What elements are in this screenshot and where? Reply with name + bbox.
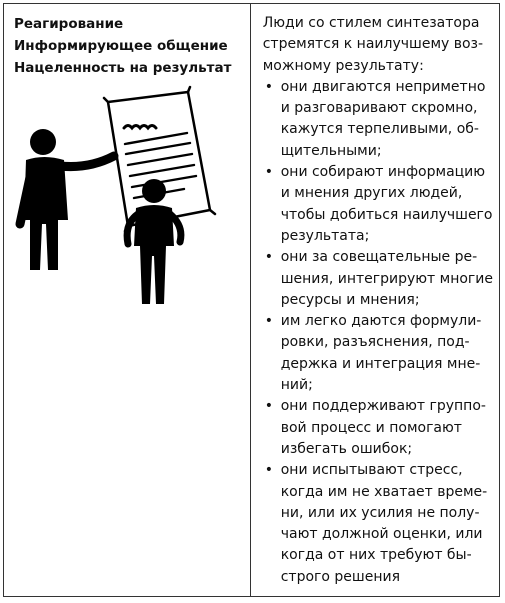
left-column bbox=[4, 4, 251, 596]
list-item bbox=[263, 247, 493, 311]
style-headings bbox=[4, 4, 250, 79]
list-item-line: чают должной оценки, или bbox=[280, 526, 483, 543]
right-column bbox=[251, 4, 499, 596]
list-item-line: • они испытывают стресс, bbox=[280, 462, 463, 479]
list-item-line: кажутся терпеливыми, об- bbox=[280, 121, 479, 138]
intro-line: стремятся к наилучшему воз- bbox=[262, 36, 484, 53]
list-item-line: щительными; bbox=[280, 142, 382, 159]
list-item-line: ний; bbox=[280, 377, 313, 394]
list-item-line: ресурсы и мнения; bbox=[280, 291, 420, 308]
list-item-line: ни, или их усилия не полу- bbox=[280, 504, 480, 521]
list-item-line: строго решения bbox=[280, 568, 400, 585]
presenter-figure-icon bbox=[20, 129, 114, 270]
list-item-line: чтобы добиться наилучшего bbox=[280, 206, 493, 223]
list-item-line: • они двигаются неприметно bbox=[280, 78, 486, 95]
list-item-line: • им легко даются формули- bbox=[280, 313, 482, 330]
list-item-line: ровки, разъяснения, под- bbox=[280, 334, 470, 351]
list-item bbox=[263, 77, 493, 162]
heading-line-2: Информирующее общение bbox=[14, 38, 228, 54]
list-item bbox=[263, 460, 493, 588]
list-item-line: результата; bbox=[280, 227, 370, 244]
presentation-illustration bbox=[4, 84, 254, 314]
list-item-line: шения, интегрируют многие bbox=[280, 270, 493, 287]
list-item-line: когда им не хватает време- bbox=[280, 483, 488, 500]
heading-line-1: Реагирование bbox=[14, 16, 124, 32]
list-item-line: • они за совещательные ре- bbox=[280, 249, 478, 266]
list-item-line: • они поддерживают группо- bbox=[280, 398, 486, 415]
list-item-line: избегать ошибок; bbox=[280, 440, 413, 457]
intro-line: можному результату: bbox=[262, 57, 424, 74]
intro-text bbox=[263, 13, 493, 77]
trait-list bbox=[263, 77, 493, 588]
list-item bbox=[263, 162, 493, 247]
list-item-line: и разговаривают скромно, bbox=[280, 100, 478, 117]
list-item-line: когда от них требуют бы- bbox=[280, 547, 472, 564]
list-item-line: и мнения других людей, bbox=[280, 185, 463, 202]
heading-line-3: Нацеленность на результат bbox=[14, 60, 232, 76]
info-table bbox=[3, 3, 500, 597]
list-item bbox=[263, 396, 493, 460]
list-item-line: вой процесс и помогают bbox=[280, 419, 462, 436]
list-item-line: • они собирают информацию bbox=[280, 164, 486, 181]
intro-line: Люди со стилем синтезатора bbox=[262, 15, 480, 31]
list-item bbox=[263, 311, 493, 396]
list-item-line: держка и интеграция мне- bbox=[280, 355, 481, 372]
